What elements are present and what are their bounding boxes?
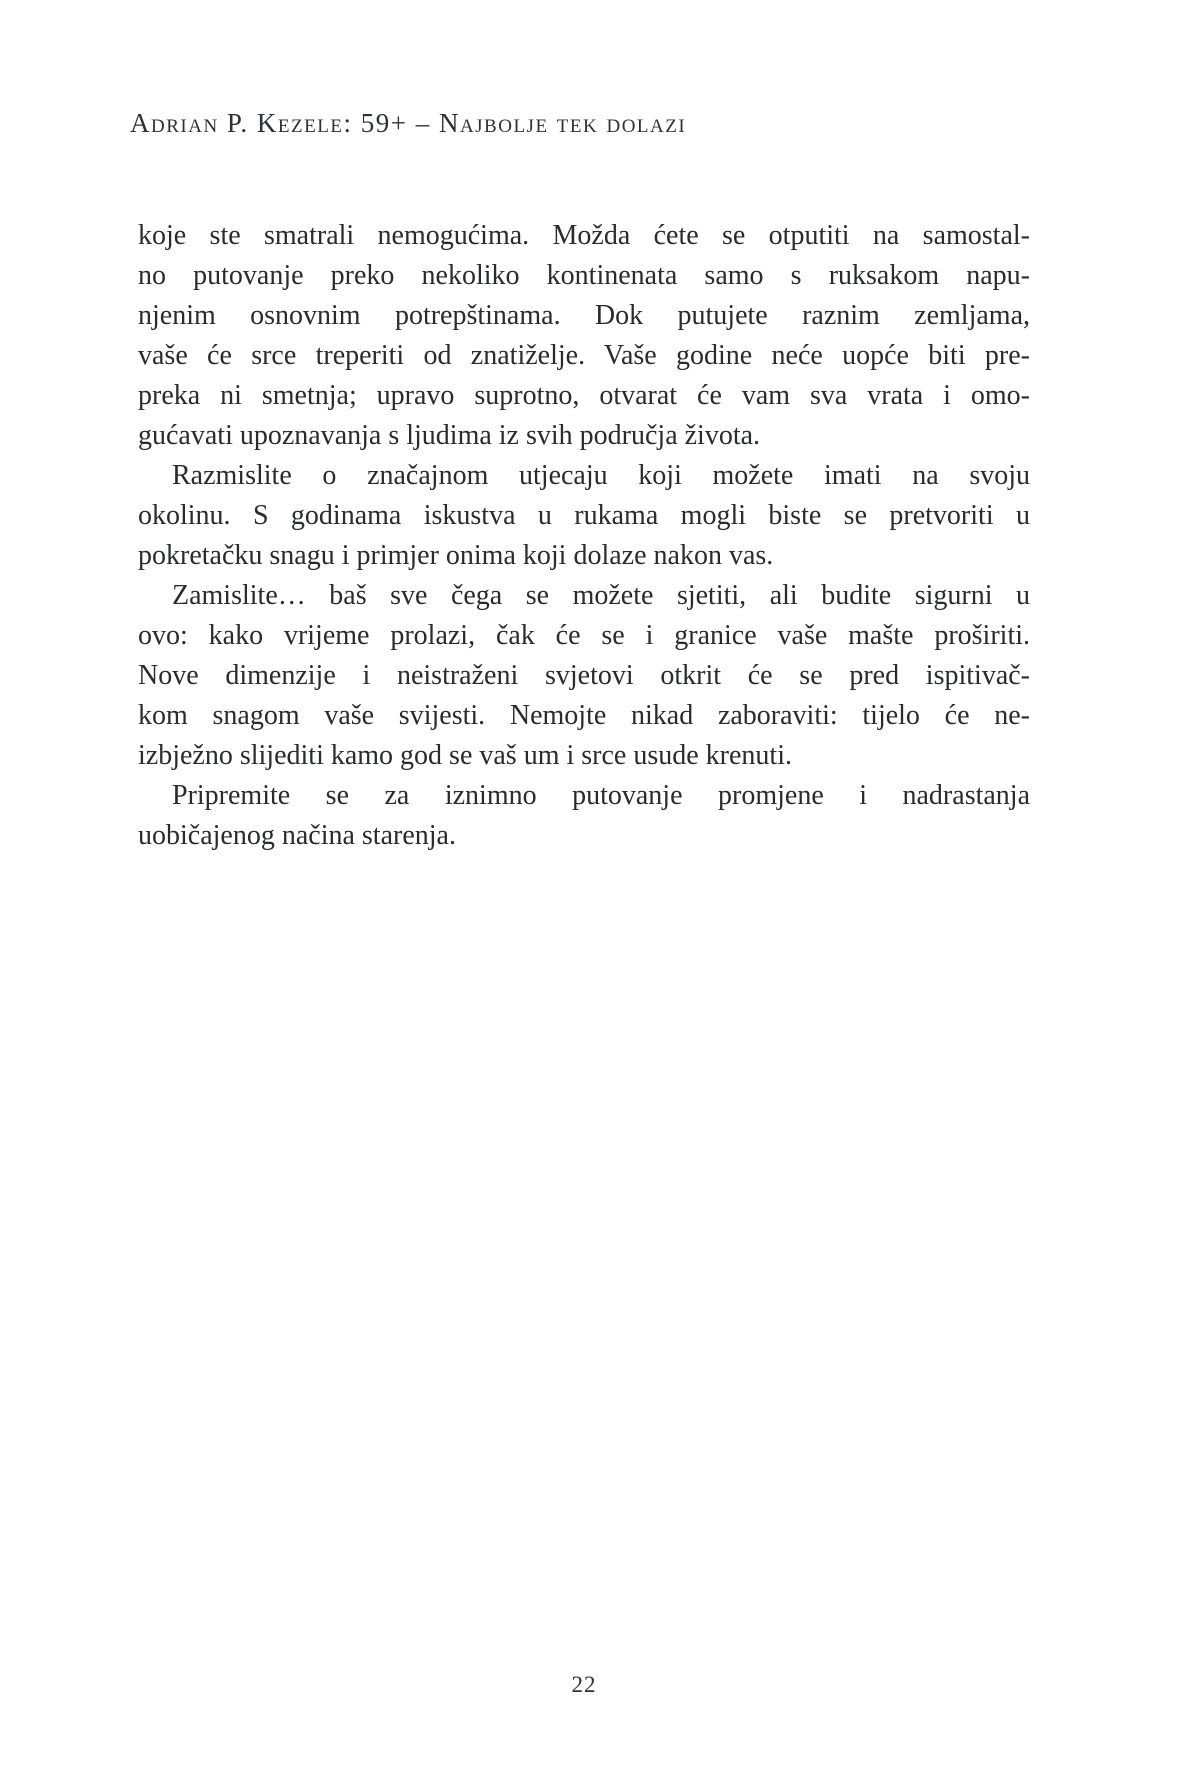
text-line: izbježno slijediti kamo god se vaš um i srce usude krenuti. (138, 740, 792, 771)
text-line: kom snagom vaše svijesti. Nemojte nikad zaboraviti: tijelo će ne- (138, 700, 1030, 731)
text-line: ovo: kako vrijeme prolazi, čak će se i granice vaše mašte proširiti. (138, 620, 1030, 651)
running-header: Adrian P. Kezele: 59+ – Najbolje tek dolazi (130, 108, 687, 138)
page-body (138, 216, 1030, 856)
text-line: no putovanje preko nekoliko kontinenata samo s ruksakom napu- (138, 260, 1030, 291)
text-line: koje ste smatrali nemogućima. Možda ćete se otputiti na samostal- (138, 220, 1030, 251)
text-line: okolinu. S godinama iskustva u rukama mogli biste se pretvoriti u (138, 500, 1030, 531)
page-number: 22 (571, 1672, 597, 1697)
text-line: Razmislite o značajnom utjecaju koji možete imati na svoju (172, 460, 1030, 491)
text-line: preka ni smetnja; upravo suprotno, otvarat će vam sva vrata i omo- (138, 380, 1030, 411)
text-line: uobičajenog načina starenja. (138, 820, 456, 851)
text-line: pokretačku snagu i primjer onima koji dolaze nakon vas. (138, 540, 774, 571)
text-line: njenim osnovnim potrepštinama. Dok putujete raznim zemljama, (138, 300, 1030, 331)
text-line: gućavati upoznavanja s ljudima iz svih područja života. (138, 420, 761, 451)
text-line: Pripremite se za iznimno putovanje promjene i nadrastanja (172, 780, 1030, 811)
text-line: Zamislite… baš sve čega se možete sjetiti, ali budite sigurni u (172, 580, 1030, 611)
text-line: Nove dimenzije i neistraženi svjetovi otkrit će se pred ispitivač- (138, 660, 1030, 691)
text-line: vaše će srce treperiti od znatiželje. Vaše godine neće uopće biti pre- (138, 340, 1030, 371)
